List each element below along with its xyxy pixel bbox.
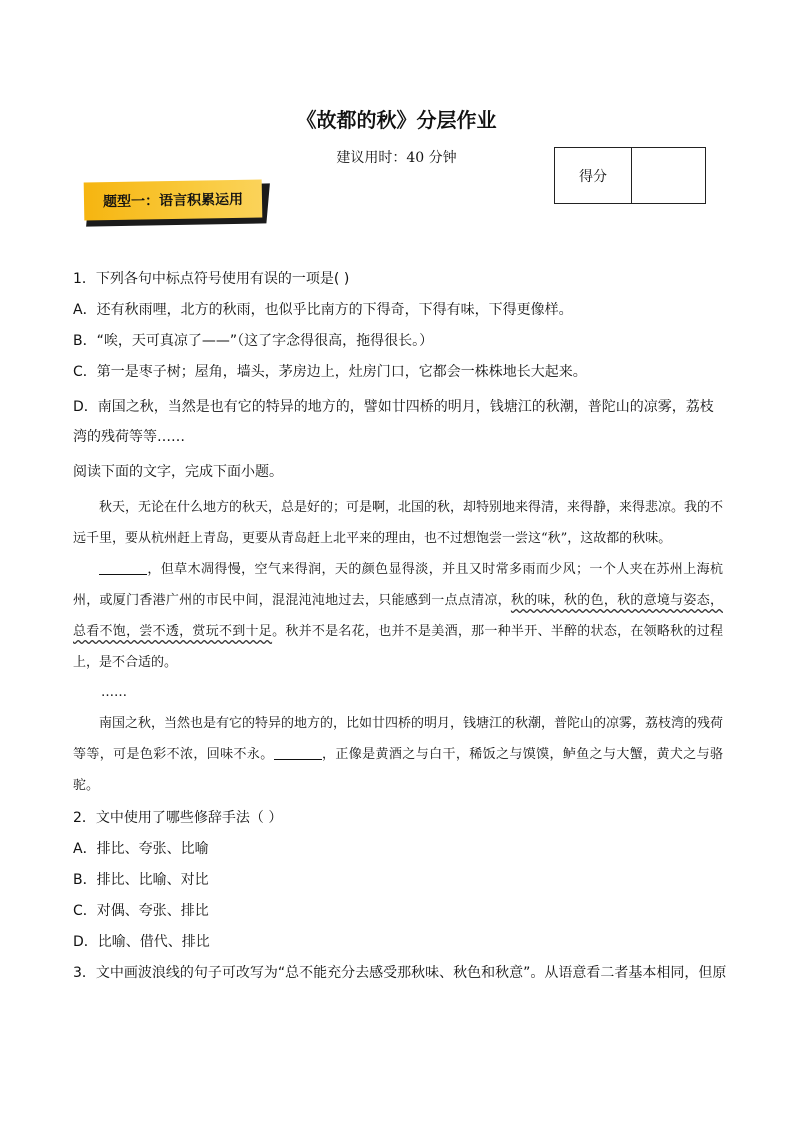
score-label: 得分: [555, 148, 632, 203]
passage-paragraph-1: 秋天，无论在什么地方的秋天，总是好的；可是啊，北国的秋，却特别地来得清，来得静，来得悲凉。我的不远千里，要从杭州赶上青岛，更要从青岛赶上北平来的理由，也不过想饱尝一尝这“秋”，这故都的秋味。: [73, 500, 724, 546]
fill-blank-1: [99, 560, 147, 575]
passage-p2-text: ，但草木凋得慢，空气来得润，天的颜色显得淡，并且又时常多雨而少风；一个人夹在苏州上海杭州，或厦门香港广州的市民中间，混混沌沌地过去，只能感到一点点清凉，: [73, 562, 723, 608]
section-label: 题型一：语言积累运用: [102, 191, 244, 211]
score-box: [554, 147, 706, 204]
q3-stem: 3．文中画波浪线的句子可改写为“总不能充分去感受那秋味、秋色和秋意”。从语意看二者基本相同，但原: [73, 965, 727, 981]
reading-instruction: 阅读下面的文字，完成下面小题。: [73, 464, 283, 480]
q1-option-c: C．第一是枣子树；屋角，墙头，茅房边上，灶房门口，它都会一株株地长大起来。: [73, 364, 587, 380]
passage-p2-end: 。秋并不是名花，也并不是美酒，那一种半开、半醉的状态，在领略秋的过程上，是不合适的。: [73, 624, 723, 670]
q1-stem: 1．下列各句中标点符号使用有误的一项是( ): [73, 271, 350, 287]
q2-option-a: A．排比、夸张、比喻: [73, 841, 209, 857]
q2-stem: 2．文中使用了哪些修辞手法（ ）: [73, 810, 283, 826]
passage-paragraph-2: [73, 554, 723, 678]
q2-option-d: D．比喻、借代、排比: [73, 934, 210, 950]
question-content: [73, 268, 727, 993]
suggested-time: 建议用时：40 分钟: [336, 150, 457, 166]
passage-p3-end: ，正像是黄酒之与白干，稀饭之与馍馍，鲈鱼之与大蟹，黄犬之与骆驼。: [73, 747, 723, 793]
q1-option-d: D．南国之秋，当然是也有它的特异的地方的，譬如廿四桥的明月，钱塘江的秋潮，普陀山的凉雾，荔枝湾的残荷等等……: [73, 399, 714, 445]
q1-option-b: B．“唉，天可真凉了——”（这了字念得很高，拖得很长。）: [73, 333, 434, 349]
passage-paragraph-3: [73, 708, 723, 801]
score-value-field[interactable]: [632, 148, 705, 203]
passage-p3-start: 南国之秋，当然也是有它的特异的地方的，比如廿四桥的明月，钱塘江的秋潮，普陀山的凉雾，荔枝湾的残荷等等，可是色彩不浓，回味不永。: [73, 716, 724, 762]
passage-ellipsis: ……: [101, 685, 127, 700]
section-banner: [84, 181, 270, 227]
document-title: 《故都的秋》分层作业: [296, 108, 497, 132]
q2-option-b: B．排比、比喻、对比: [73, 872, 209, 888]
fill-blank-2: [274, 745, 322, 760]
wavy-underlined-sentence: 秋的味，秋的色，秋的意境与姿态，总看不饱，尝不透，赏玩不到十足: [73, 593, 723, 639]
reading-passage: [73, 492, 723, 801]
q2-option-c: C．对偶、夸张、排比: [73, 903, 209, 919]
q1-option-a: A．还有秋雨哩，北方的秋雨，也似乎比南方的下得奇，下得有味，下得更像样。: [73, 302, 573, 318]
banner-panel: [84, 179, 263, 220]
